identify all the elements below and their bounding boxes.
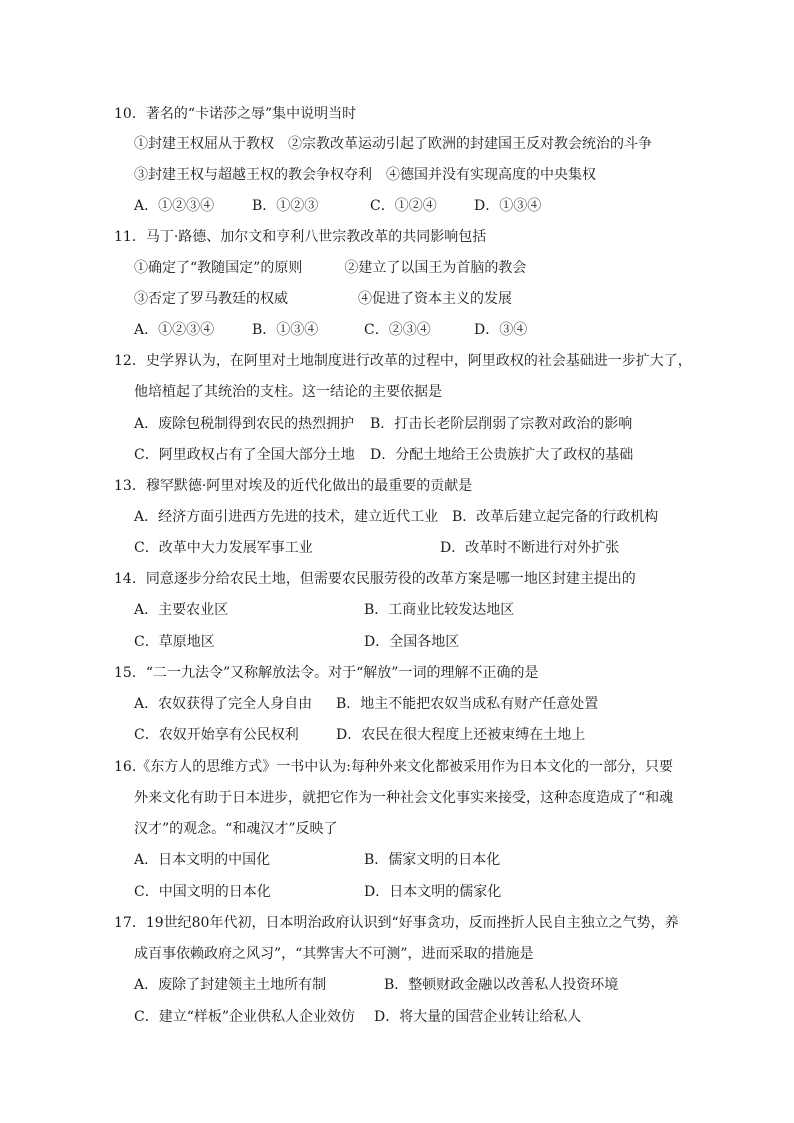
question-13-stem: 13．穆罕默德·阿里对埃及的近代化做出的最重要的贡献是 [114, 478, 473, 494]
question-14-stem: 14．同意逐步分给农民土地，但需要农民服劳役的改革方案是哪一地区封建主提出的 [114, 571, 636, 587]
question-15-stem: 15．“二一九法令”又称解放法令。对于“解放”一词的理解不正确的是 [114, 665, 539, 681]
question-17-stem-line-2: 成百事依赖政府之风习”，“其弊害大不可测”，进而采取的措施是 [134, 946, 534, 962]
question-10-option-d: D．①③④ [474, 198, 542, 214]
question-13-option-d: D．改革时不断进行对外扩张 [440, 540, 620, 556]
question-13-option-a: A．经济方面引进西方先进的技术，建立近代工业 [134, 509, 439, 525]
question-16-stem-line-2: 外来文化有助于日本进步，就把它作为一种社会文化事实来接受，这种态度造成了“和魂 [134, 790, 674, 806]
question-12-option-d: D．分配土地给王公贵族扩大了政权的基础 [370, 447, 634, 463]
question-17-option-a: A．废除了封建领主土地所有制 [134, 977, 327, 993]
question-10-option-c: C．①②④ [370, 198, 437, 214]
question-14-option-d: D．全国各地区 [364, 634, 460, 650]
question-14-option-a: A．主要农业区 [134, 602, 229, 618]
question-16-option-d: D．日本文明的儒家化 [364, 884, 502, 900]
question-13-option-b: B．改革后建立起完备的行政机构 [452, 509, 659, 525]
question-11-option-a: A．①②③④ [134, 322, 215, 338]
question-10-option-b: B．①②③ [252, 198, 319, 214]
question-15-option-d: D．农民在很大程度上还被束缚在土地上 [336, 727, 586, 743]
question-16-stem-line-3: 汉才”的观念。“和魂汉才”反映了 [134, 821, 338, 837]
question-10-item-1: ①封建王权屈从于教权 ②宗教改革运动引起了欧洲的封建国王反对教会统治的斗争 [134, 136, 652, 152]
question-16-option-b: B．儒家文明的日本化 [364, 852, 501, 868]
question-11-option-b: B．①③④ [252, 322, 319, 338]
question-14-option-c: C．草原地区 [134, 634, 215, 650]
question-17-option-d: D．将大量的国营企业转让给私人 [374, 1009, 582, 1025]
question-16-stem-line-1: 16.《东方人的思维方式》一书中认为:每种外来文化都被采用作为日本文化的一部分，只要 [114, 759, 673, 775]
question-16-option-c: C．中国文明的日本化 [134, 884, 271, 900]
question-12-option-b: B．打击长老阶层削弱了宗教对政治的影响 [370, 416, 633, 432]
question-15-option-a: A．农奴获得了完全人身自由 [134, 696, 313, 712]
question-12-stem-line-2: 他培植起了其统治的支柱。这一结论的主要依据是 [134, 384, 442, 400]
question-11-option-c: C．②③④ [364, 322, 431, 338]
question-16-option-a: A．日本文明的中国化 [134, 852, 271, 868]
question-14-option-b: B．工商业比较发达地区 [364, 602, 515, 618]
question-15-option-b: B．地主不能把农奴当成私有财产任意处置 [336, 696, 599, 712]
question-12-option-a: A．废除包税制得到农民的热烈拥护 [134, 416, 355, 432]
question-15-option-c: C．农奴开始享有公民权利 [134, 727, 299, 743]
question-13-option-c: C．改革中大力发展军事工业 [134, 540, 313, 556]
question-17-stem-line-1: 17．19世纪80年代初，日本明治政府认识到“好事贪功，反而挫折人民自主独立之气势，养 [114, 915, 679, 931]
question-17-option-b: B．整顿财政金融以改善私人投资环境 [384, 977, 619, 993]
question-10-stem: 10．著名的“卡诺莎之辱”集中说明当时 [114, 106, 357, 122]
question-11-option-d: D．③④ [474, 322, 528, 338]
question-12-stem-line-1: 12．史学界认为，在阿里对土地制度进行改革的过程中，阿里政权的社会基础进一步扩大了， [114, 353, 692, 369]
question-10-option-a: A．①②③④ [134, 198, 215, 214]
question-11-item-1: ①确定了“教随国定”的原则 ②建立了以国王为首脑的教会 [134, 260, 527, 276]
question-11-stem: 11．马丁·路德、加尔文和亨利八世宗教改革的共同影响包括 [114, 229, 487, 245]
question-12-option-c: C．阿里政权占有了全国大部分土地 [134, 447, 355, 463]
question-17-option-c: C．建立“样板”企业供私人企业效仿 [134, 1009, 356, 1025]
question-10-item-2: ③封建王权与超越王权的教会争权夺利 ④德国并没有实现高度的中央集权 [134, 167, 596, 183]
question-11-item-2: ③否定了罗马教廷的权威 ④促进了资本主义的发展 [134, 291, 512, 307]
